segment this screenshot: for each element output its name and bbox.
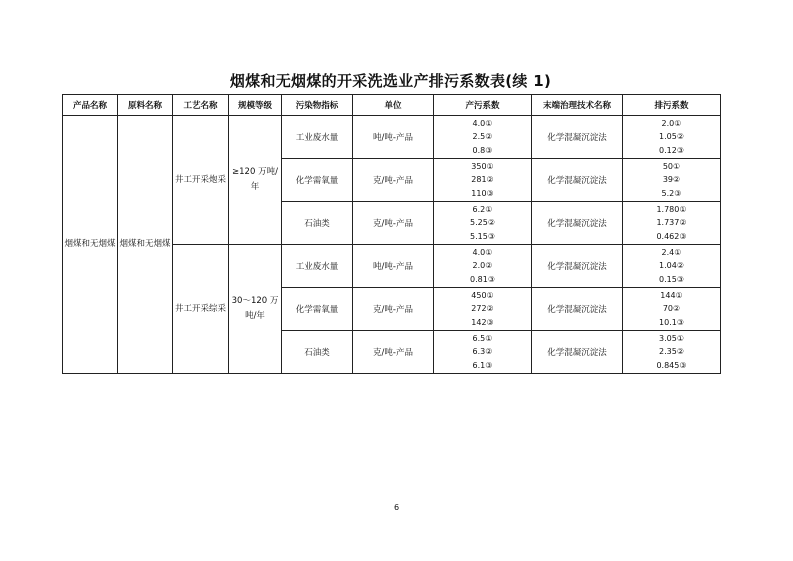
coefficient-value: 450① (471, 290, 494, 300)
coefficient-value: 4.0① (472, 118, 493, 128)
coefficient-value: 6.1③ (472, 360, 493, 370)
discharge-coefficient-cell (623, 116, 721, 159)
process-cell: 井工开采炮采 (173, 116, 229, 245)
generation-coefficient-cell (434, 331, 532, 374)
coefficient-value: 50① (662, 161, 681, 171)
treatment-tech-cell: 化学混凝沉淀法 (532, 288, 623, 331)
header-cell: 产污系数 (434, 95, 532, 116)
coefficient-value: 6.5① (472, 333, 493, 343)
coefficient-value: 2.4① (661, 247, 682, 257)
coefficient-value: 39② (662, 175, 681, 185)
header-cell: 产品名称 (63, 95, 118, 116)
pollutant-cell: 石油类 (282, 202, 353, 245)
unit-cell: 吨/吨-产品 (353, 116, 434, 159)
raw-material-cell: 烟煤和无烟煤 (118, 116, 173, 374)
coefficient-value: 0.12③ (659, 145, 684, 155)
unit-cell: 克/吨-产品 (353, 288, 434, 331)
discharge-coefficient-cell (623, 331, 721, 374)
header-cell: 单位 (353, 95, 434, 116)
generation-coefficient-cell (434, 159, 532, 202)
discharge-coefficient-cell (623, 288, 721, 331)
coefficient-value: 281② (471, 175, 494, 185)
unit-cell: 吨/吨-产品 (353, 245, 434, 288)
treatment-tech-cell: 化学混凝沉淀法 (532, 245, 623, 288)
coefficient-value: 142③ (471, 317, 494, 327)
coefficient-value: 0.845③ (656, 360, 687, 370)
emission-coefficient-table (62, 94, 721, 374)
coefficient-value: 70② (662, 304, 681, 314)
unit-cell: 克/吨-产品 (353, 159, 434, 202)
header-cell: 污染物指标 (282, 95, 353, 116)
scale-cell: ≥120 万吨/年 (229, 116, 282, 245)
header-cell: 末端治理技术名称 (532, 95, 623, 116)
coefficient-value: 2.0① (661, 118, 682, 128)
coefficient-value: 1.04② (659, 261, 684, 271)
header-cell: 排污系数 (623, 95, 721, 116)
header-cell: 规模等级 (229, 95, 282, 116)
coefficient-value: 350① (471, 161, 494, 171)
product-name-cell: 烟煤和无烟煤 (63, 116, 118, 374)
header-cell: 工艺名称 (173, 95, 229, 116)
page-number: 6 (393, 503, 400, 512)
generation-coefficient-cell (434, 116, 532, 159)
treatment-tech-cell: 化学混凝沉淀法 (532, 331, 623, 374)
coefficient-value: 2.35② (659, 347, 684, 357)
coefficient-value: 2.0② (472, 261, 493, 271)
scale-cell: 30～120 万吨/年 (229, 245, 282, 374)
coefficient-value: 10.1③ (659, 317, 684, 327)
generation-coefficient-cell (434, 202, 532, 245)
table-row (63, 116, 721, 159)
coefficient-value: 4.0① (472, 247, 493, 257)
coefficient-value: 0.462③ (656, 231, 687, 241)
table-title: 烟煤和无烟煤的开采洗选业产排污系数表(续 1) (229, 72, 552, 90)
coefficient-value: 1.737② (656, 218, 687, 228)
coefficient-value: 6.3② (472, 347, 493, 357)
generation-coefficient-cell (434, 245, 532, 288)
coefficient-value: 0.8③ (472, 145, 493, 155)
discharge-coefficient-cell (623, 245, 721, 288)
pollutant-cell: 工业废水量 (282, 245, 353, 288)
header-cell: 原料名称 (118, 95, 173, 116)
coefficient-value: 3.05① (659, 333, 684, 343)
pollutant-cell: 化学需氧量 (282, 159, 353, 202)
unit-cell: 克/吨-产品 (353, 331, 434, 374)
coefficient-value: 144① (660, 290, 683, 300)
coefficient-value: 0.81③ (470, 274, 495, 284)
discharge-coefficient-cell (623, 202, 721, 245)
pollutant-cell: 工业废水量 (282, 116, 353, 159)
coefficient-value: 6.2① (472, 204, 493, 214)
coefficient-value: 110③ (471, 188, 494, 198)
coefficient-value: 1.780① (656, 204, 687, 214)
unit-cell: 克/吨-产品 (353, 202, 434, 245)
coefficient-value: 5.2③ (661, 188, 682, 198)
generation-coefficient-cell (434, 288, 532, 331)
coefficient-value: 5.15③ (470, 231, 495, 241)
coefficient-value: 2.5② (472, 132, 493, 142)
treatment-tech-cell: 化学混凝沉淀法 (532, 202, 623, 245)
process-cell: 井工开采综采 (173, 245, 229, 374)
discharge-coefficient-cell (623, 159, 721, 202)
pollutant-cell: 石油类 (282, 331, 353, 374)
coefficient-value: 1.05② (659, 132, 684, 142)
treatment-tech-cell: 化学混凝沉淀法 (532, 159, 623, 202)
treatment-tech-cell: 化学混凝沉淀法 (532, 116, 623, 159)
coefficient-value: 5.25② (470, 218, 495, 228)
header-row (63, 95, 721, 116)
coefficient-value: 272② (471, 304, 494, 314)
coefficient-value: 0.15③ (659, 274, 684, 284)
pollutant-cell: 化学需氧量 (282, 288, 353, 331)
